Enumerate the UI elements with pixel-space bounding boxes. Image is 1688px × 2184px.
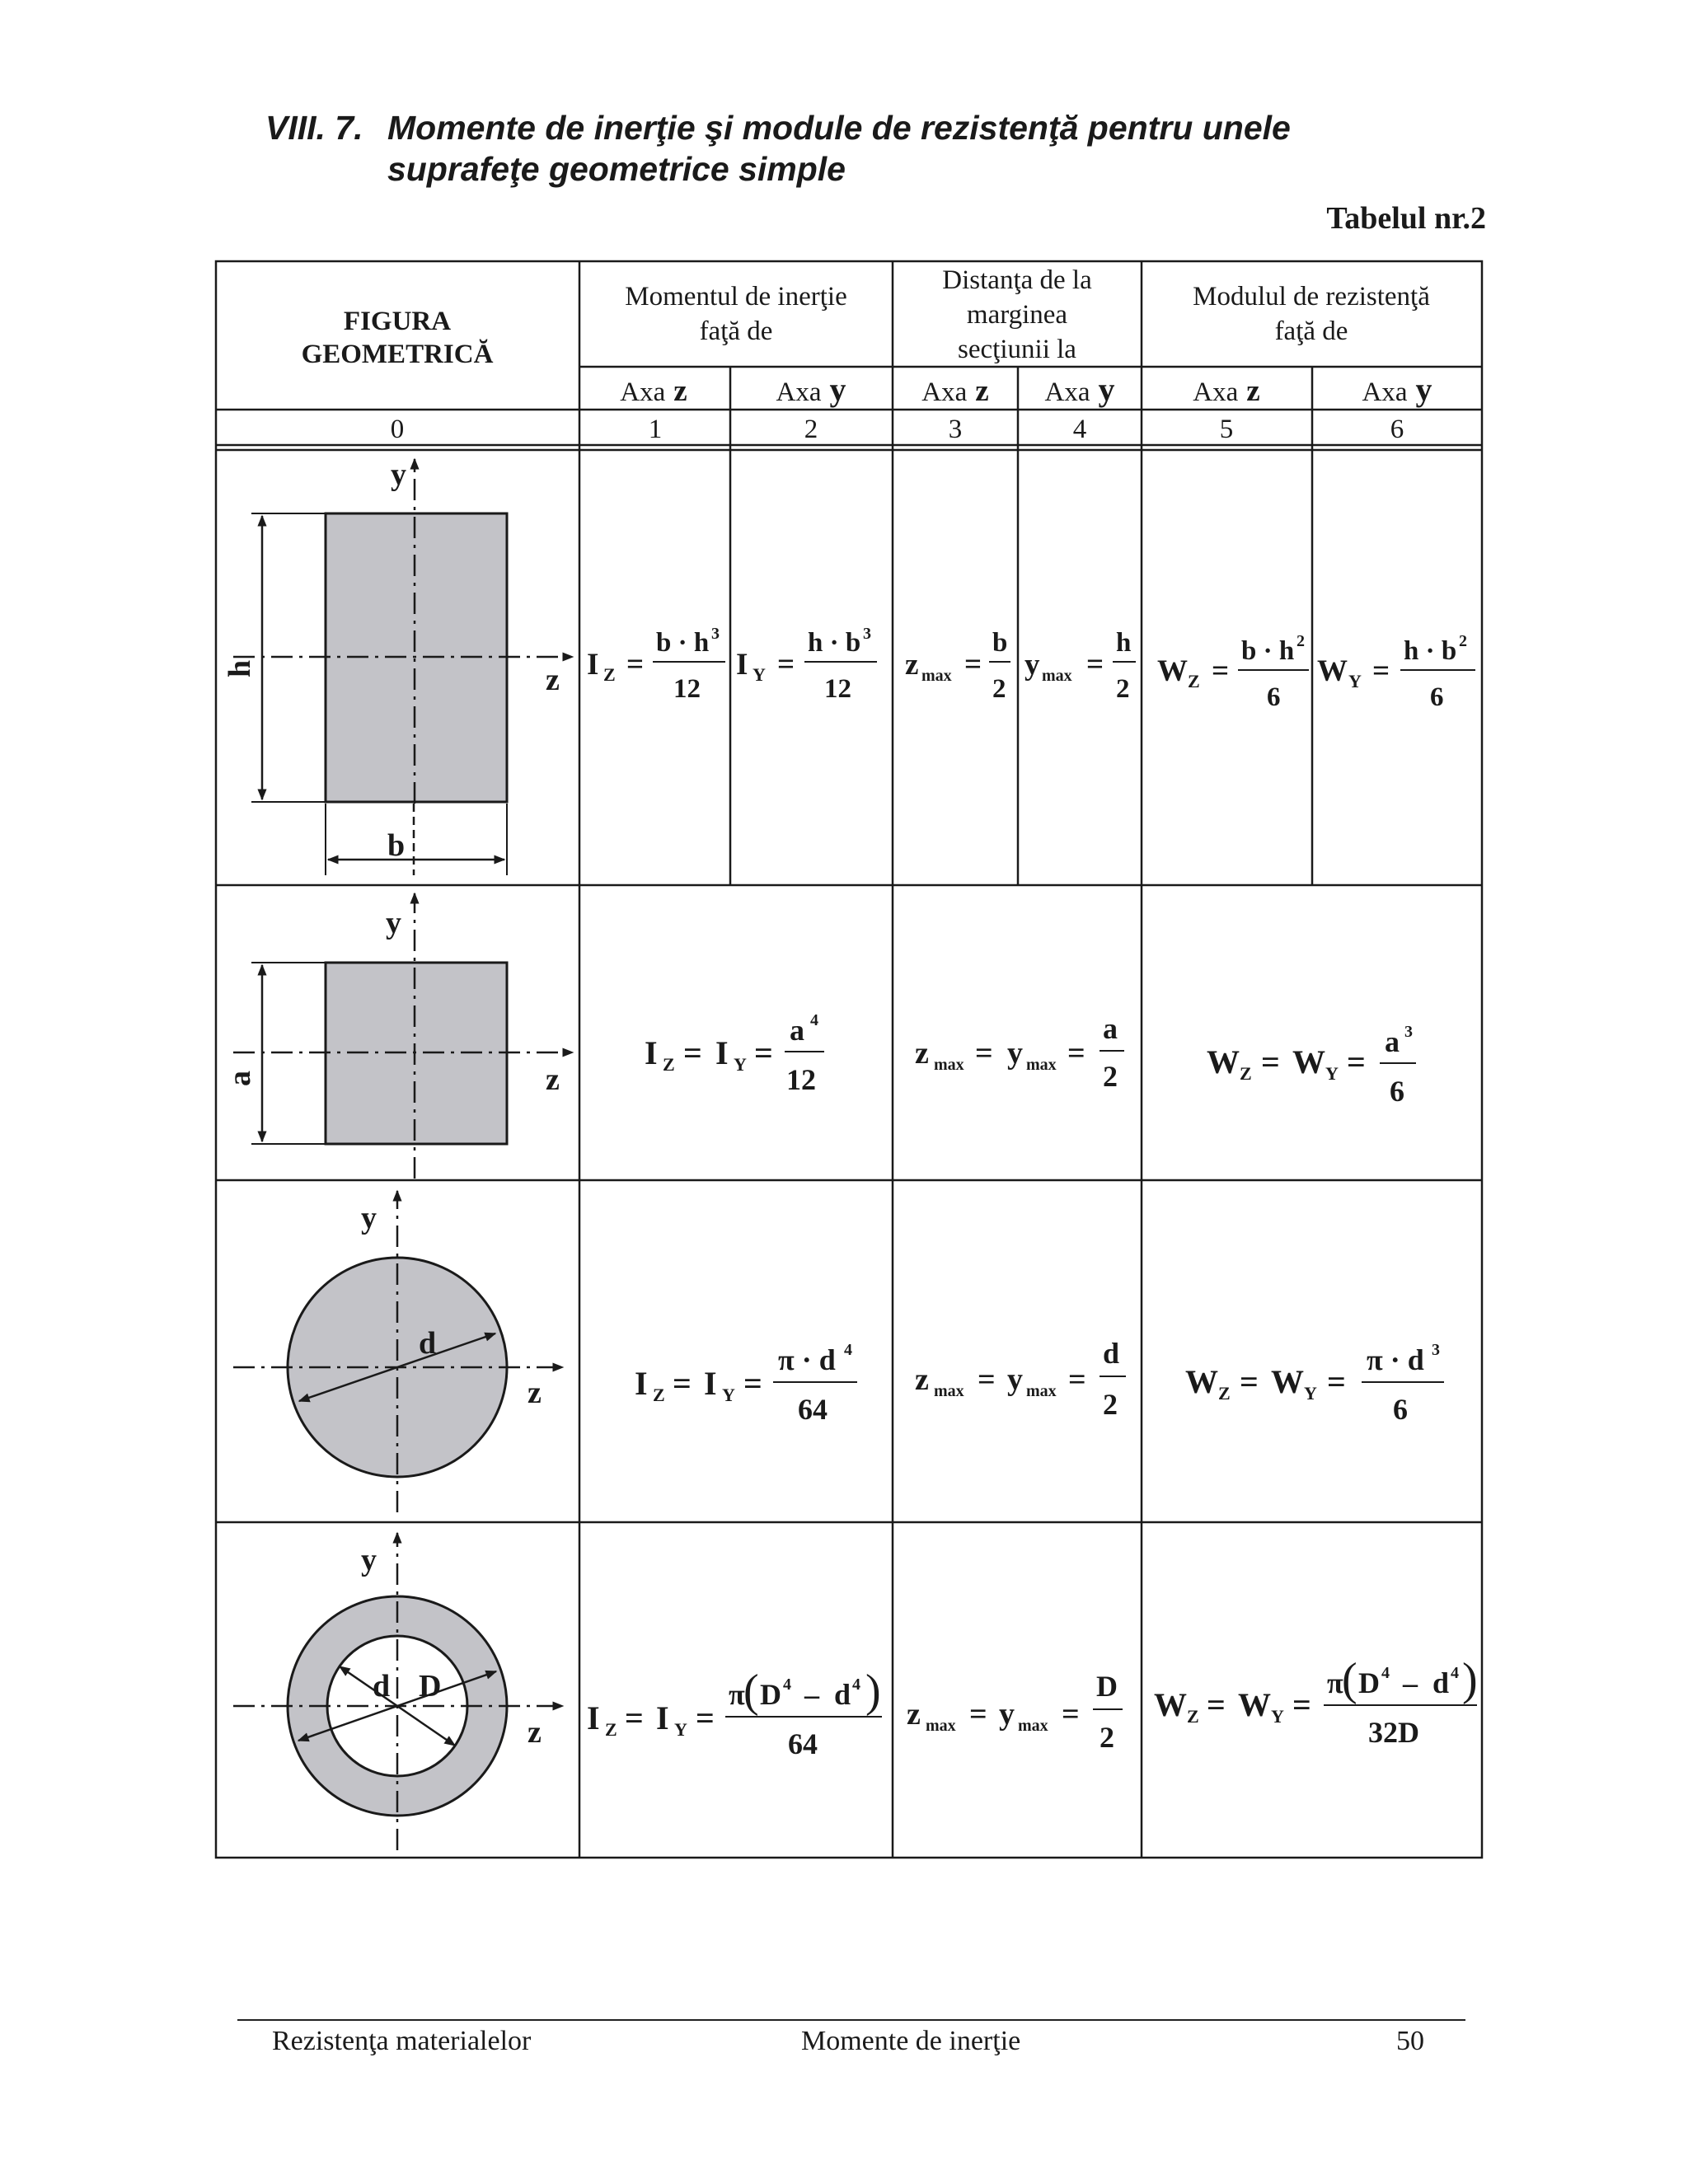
wy-symbol: W [1317,654,1348,688]
d-den: 2 [1100,1721,1114,1754]
d-eq-2: = [1062,1697,1080,1732]
w-num-D: D [1358,1666,1380,1699]
wz-num: b · h [1241,636,1295,666]
ymax-eq: = [1086,648,1104,682]
svg-text:): ) [865,1666,881,1717]
w-exp: 3 [1432,1341,1440,1359]
iz-den: 12 [673,674,701,704]
i-symbol-2: I [656,1699,669,1736]
label-a: a [223,1071,257,1086]
svg-text:(: ( [743,1666,759,1717]
w-sub-y: Y [1271,1706,1284,1727]
w-sub-z: Z [1218,1383,1231,1404]
svg-text:): ) [1462,1654,1478,1705]
w-exp-1: 4 [1381,1664,1390,1682]
footer-left: Rezistenţa materialelor [272,2026,532,2056]
column-number-6: 6 [1390,415,1404,444]
iz-num: b · h [656,628,710,658]
w-symbol-1: W [1185,1363,1218,1400]
i-eq-1: = [625,1699,644,1736]
d-y: y [1007,1036,1023,1071]
d-eq-2: = [1068,1362,1086,1397]
label-y: y [386,906,401,940]
d-zmax-sub: max [934,1056,964,1074]
w-eq-1: = [1261,1043,1280,1080]
row1-formulas [587,625,1475,712]
row4-formulas [587,1654,1478,1760]
iz-symbol: I [587,648,599,682]
i-eq-2: = [754,1034,773,1071]
w-eq-2: = [1347,1043,1366,1080]
i-eq-2: = [696,1699,715,1736]
axis-header-z-4: Axa z [1193,374,1260,408]
i-sub-z: Z [653,1385,665,1405]
i-sub-z: Z [605,1719,617,1740]
axis-header-z-0: Axa z [620,374,687,408]
w-exp: 3 [1404,1023,1413,1041]
zmax-sub: max [921,667,952,685]
i-eq-1: = [683,1034,702,1071]
d-z: z [915,1362,929,1397]
w-den: 6 [1390,1075,1404,1108]
ymax-den: 2 [1116,674,1130,704]
d-ymax-sub: max [1026,1382,1057,1400]
d-z: z [907,1697,921,1732]
w-symbol-1: W [1207,1043,1240,1080]
i-den: 12 [786,1063,816,1096]
iy-exp: 3 [863,625,871,643]
label-z: z [528,1715,542,1750]
figure-rectangle [223,457,573,875]
i-sub-z: Z [663,1054,675,1075]
d-eq-1: = [975,1036,993,1071]
i-den: 64 [788,1727,818,1760]
w-eq-1: = [1240,1363,1259,1400]
d-den: 2 [1103,1388,1118,1421]
figure-circle [233,1191,563,1512]
w-sub-y: Y [1325,1063,1339,1084]
w-exp-2: 4 [1451,1664,1459,1682]
d-ymax-sub: max [1026,1056,1057,1074]
label-y: y [361,1201,377,1235]
heading-line-2: suprafeţe geometrice simple [387,150,846,188]
label-d: d [419,1326,437,1361]
heading-line-1: Momente de inerţie şi module de rezistenţă pentru unele [387,109,1291,147]
iz-exp: 3 [711,625,720,643]
footer-rule [237,2019,1465,2021]
wz-sub: Z [1188,671,1200,691]
label-h: h [223,659,257,677]
d-num: D [1096,1670,1118,1703]
axis-header-y-5: Axa y [1362,371,1432,408]
header-moment-1: Momentul de inerţie [625,282,847,312]
i-exp-2: 4 [852,1675,860,1694]
i-symbol-1: I [587,1699,600,1736]
column-number-5: 5 [1219,415,1234,444]
wy-sub: Y [1348,671,1362,691]
header-modul-1: Modulul de rezistenţă [1193,282,1430,312]
header-dist-2: marginea [966,300,1068,330]
section-number: VIII. 7. [265,109,363,147]
header-modul-2: faţă de [1274,316,1348,346]
d-eq-2: = [1067,1036,1085,1071]
i-num: π · d [778,1343,836,1376]
d-eq-1: = [969,1697,987,1732]
i-sub-y: Y [674,1719,687,1740]
wz-symbol: W [1157,654,1188,688]
label-y: y [361,1543,377,1577]
d-num: d [1103,1337,1120,1370]
i-exp-1: 4 [783,1675,791,1694]
i-symbol-1: I [635,1365,648,1402]
d-y: y [999,1697,1015,1732]
iy-sub: Y [753,664,766,685]
w-sub-z: Z [1240,1063,1252,1084]
iy-eq: = [777,648,795,682]
w-num-pre: π [1327,1666,1343,1699]
zmax-num: b [992,628,1008,658]
header-figura: FIGURA [343,307,452,336]
label-d: d [373,1669,391,1704]
label-b: b [387,828,406,863]
i-num-pre: π [729,1678,745,1711]
i-num-D: D [760,1678,781,1711]
i-num-d: d [834,1678,851,1711]
wz-eq: = [1212,654,1230,688]
wz-exp: 2 [1296,632,1305,650]
zmax-eq: = [964,648,982,682]
w-minus: – [1403,1666,1418,1699]
iy-symbol: I [736,648,748,682]
column-number-3: 3 [948,415,963,444]
w-eq-2: = [1292,1686,1311,1723]
column-number-2: 2 [804,415,818,444]
wy-den: 6 [1430,682,1444,712]
i-symbol-2: I [704,1365,717,1402]
i-exp: 4 [844,1341,852,1359]
w-eq-1: = [1207,1686,1226,1723]
header-dist-1: Distanţa de la [942,265,1092,295]
i-den: 64 [798,1393,828,1426]
iy-den: 12 [824,674,851,704]
iz-eq: = [626,648,645,682]
w-sub-z: Z [1187,1706,1199,1727]
ymax-symbol: y [1025,648,1040,682]
label-D: D [419,1669,442,1704]
d-num: a [1103,1012,1118,1045]
i-eq-2: = [743,1365,762,1402]
w-num-d: d [1432,1666,1450,1699]
d-den: 2 [1103,1060,1118,1093]
iz-sub: Z [603,664,616,685]
w-num: π · d [1367,1343,1424,1376]
figure-square [223,893,573,1179]
d-zmax-sub: max [934,1382,964,1400]
i-eq-1: = [673,1365,692,1402]
w-eq-2: = [1327,1363,1346,1400]
ymax-sub: max [1042,667,1072,685]
svg-text:(: ( [1342,1654,1357,1705]
wy-num: h · b [1404,636,1457,666]
i-symbol-2: I [715,1034,729,1071]
i-minus: – [804,1678,819,1711]
wz-den: 6 [1267,682,1281,712]
d-y: y [1007,1362,1023,1397]
iy-num: h · b [808,628,861,658]
footer-center: Momente de inerţie [801,2026,1021,2056]
zmax-den: 2 [992,674,1006,704]
w-symbol-2: W [1271,1363,1304,1400]
d-eq-1: = [978,1362,996,1397]
header-moment-2: faţă de [699,316,773,346]
i-exp: 4 [810,1011,818,1029]
label-z: z [546,1062,560,1097]
d-zmax-sub: max [926,1717,956,1735]
d-z: z [915,1036,929,1071]
axis-header-y-1: Axa y [776,371,846,408]
row2-formulas [645,1011,1416,1108]
axis-header-z-2: Axa z [921,374,989,408]
d-ymax-sub: max [1018,1717,1048,1735]
figure-ring [233,1533,563,1850]
axis-header-y-3: Axa y [1044,371,1115,408]
wy-exp: 2 [1459,632,1467,650]
label-z: z [528,1376,542,1410]
column-number-0: 0 [390,415,405,444]
w-symbol-2: W [1238,1686,1271,1723]
w-symbol-1: W [1154,1686,1187,1723]
wy-eq: = [1372,654,1390,688]
i-num: a [790,1014,804,1047]
w-sub-y: Y [1304,1383,1317,1404]
i-symbol-1: I [645,1034,658,1071]
i-sub-y: Y [734,1054,747,1075]
label-z: z [546,663,560,697]
w-symbol-2: W [1292,1043,1325,1080]
label-y: y [391,457,406,492]
table-label: Tabelul nr.2 [1326,201,1486,236]
w-den: 6 [1393,1393,1408,1426]
column-number-1: 1 [648,415,663,444]
i-sub-y: Y [722,1385,735,1405]
ymax-num: h [1116,628,1132,658]
w-num: a [1385,1025,1400,1058]
w-den: 32D [1368,1716,1419,1749]
zmax-symbol: z [905,648,919,682]
row3-formulas [635,1337,1444,1426]
footer-page-number: 50 [1396,2026,1424,2056]
column-number-4: 4 [1072,415,1087,444]
header-geometrica: GEOMETRICĂ [301,340,494,369]
header-dist-3: secţiunii la [958,335,1076,364]
